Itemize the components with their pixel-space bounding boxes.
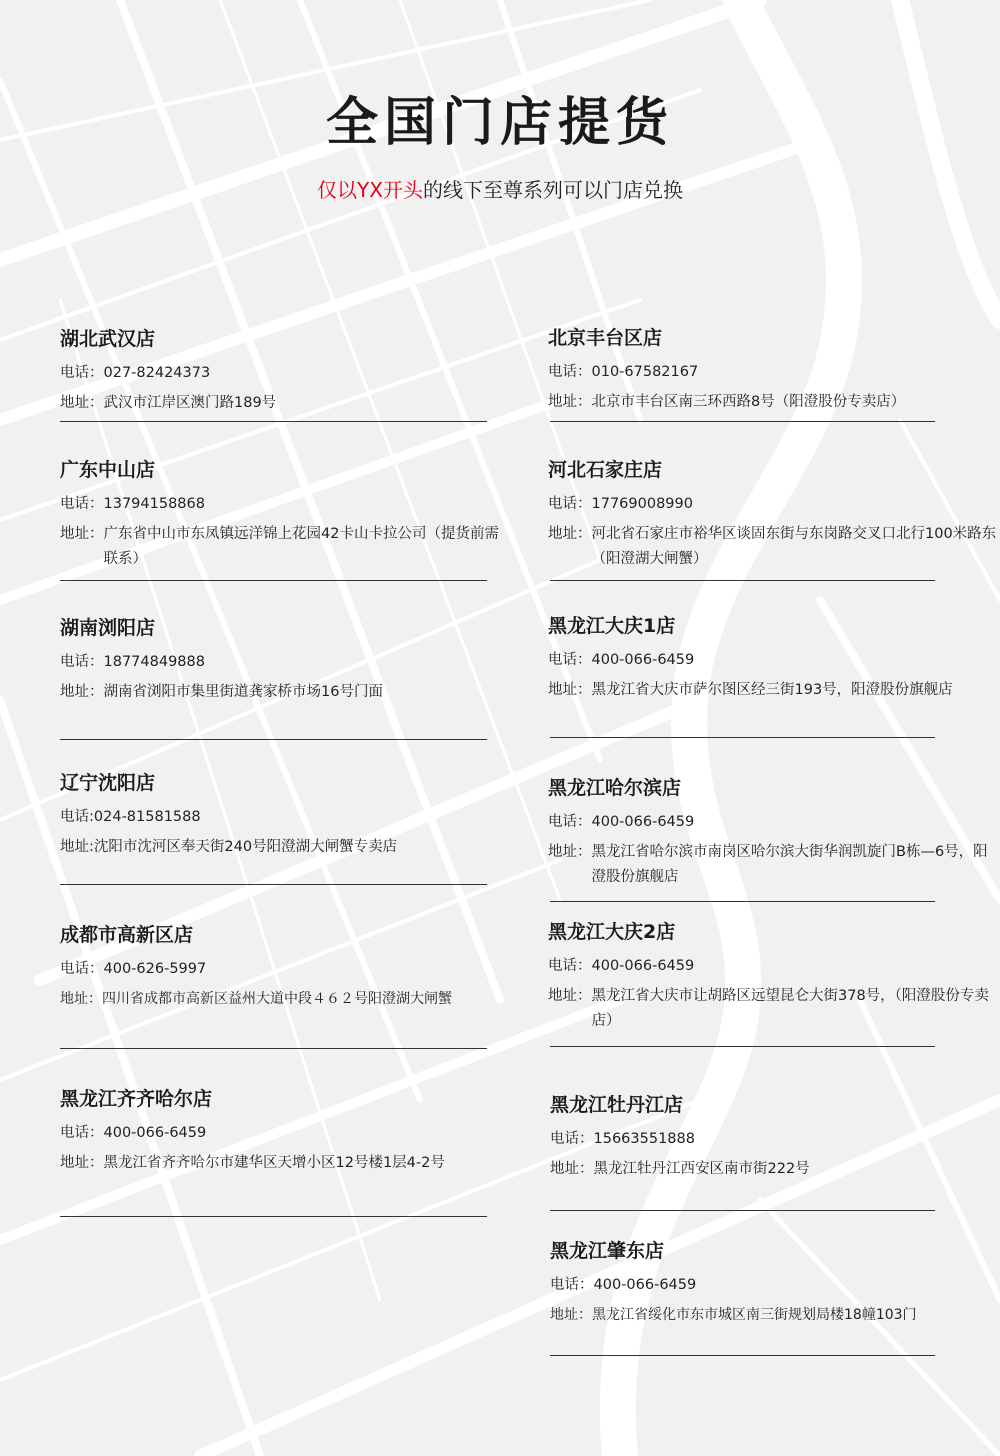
address-value: 北京市丰台区南三环西路8号（阳澄股份专卖店） <box>591 394 906 410</box>
store-name: 黑龙江哈尔滨店 <box>548 777 682 799</box>
store-card-harbin <box>548 775 998 890</box>
store-phone <box>60 361 510 386</box>
address-label: 地址： <box>60 991 102 1007</box>
phone-value: 17769008990 <box>591 496 693 512</box>
store-address <box>548 984 998 1034</box>
divider <box>550 901 935 902</box>
phone-value: 13794158868 <box>103 496 205 512</box>
address-label: 地址： <box>548 988 592 1004</box>
store-phone <box>548 810 998 835</box>
address-label: 地址: <box>60 839 94 855</box>
store-address <box>60 391 510 416</box>
store-phone <box>60 957 510 982</box>
address-value: 武汉市江岸区澳门路189号 <box>103 395 277 411</box>
store-card-shenyang <box>60 770 510 860</box>
store-address <box>550 1157 1000 1182</box>
store-phone <box>60 1121 510 1146</box>
store-address <box>60 1151 510 1176</box>
subtitle-text: 的线下至尊系列可以门店兑换 <box>422 178 683 202</box>
phone-value: 010-67582167 <box>591 364 699 380</box>
subtitle-highlight: 仅以YX开头 <box>317 178 423 202</box>
store-address <box>548 678 998 703</box>
store-card-liuyang <box>60 615 510 705</box>
store-card-qiqihar <box>60 1086 510 1176</box>
address-value: 黑龙江省哈尔滨市南岗区哈尔滨大街华润凯旋门B栋—6号，阳澄股份旗舰店 <box>591 844 988 885</box>
store-name: 河北石家庄店 <box>548 459 663 481</box>
phone-value: 400-066-6459 <box>593 1277 697 1293</box>
phone-label: 电话： <box>548 652 592 668</box>
address-value: 黑龙江省绥化市东市城区南三街规划局楼18幢103门 <box>592 1307 917 1323</box>
phone-label: 电话： <box>548 958 592 974</box>
phone-label: 电话： <box>548 496 592 512</box>
address-label: 地址： <box>548 844 592 860</box>
page-header <box>0 88 1000 204</box>
store-name: 成都市高新区店 <box>60 924 194 946</box>
divider <box>60 580 487 581</box>
store-card-zhongshan <box>60 457 510 572</box>
address-label: 地址： <box>550 1161 594 1177</box>
phone-label: 电话： <box>548 814 592 830</box>
store-address <box>60 835 510 860</box>
store-card-mudanjiang <box>550 1092 1000 1182</box>
page-subtitle <box>0 176 1000 204</box>
phone-label: 电话： <box>60 365 104 381</box>
store-name: 辽宁沈阳店 <box>60 772 156 794</box>
address-value: 河北省石家庄市裕华区谈固东街与东岗路交叉口北行100米路东（阳澄湖大闸蟹） <box>591 526 997 567</box>
phone-value: 024-81581588 <box>93 809 201 825</box>
phone-label: 电话： <box>550 1277 594 1293</box>
phone-label: 电话： <box>60 496 104 512</box>
store-card-beijing <box>548 325 998 415</box>
store-address <box>60 680 510 705</box>
divider <box>550 1046 935 1047</box>
store-name: 黑龙江齐齐哈尔店 <box>60 1088 213 1110</box>
store-name: 北京丰台区店 <box>548 327 663 349</box>
store-phone <box>60 650 510 675</box>
store-address <box>60 522 510 572</box>
address-value: 黑龙江省大庆市让胡路区远望昆仑大街378号，（阳澄股份专卖店） <box>591 988 989 1029</box>
address-label: 地址： <box>60 526 104 542</box>
phone-value: 400-066-6459 <box>591 814 695 830</box>
address-label: 地址： <box>60 395 104 411</box>
divider <box>550 1355 935 1356</box>
page-title: 全国门店提货 <box>325 93 674 153</box>
store-card-wuhan <box>60 326 510 416</box>
phone-value: 400-066-6459 <box>103 1125 207 1141</box>
store-phone <box>60 805 510 830</box>
phone-label: 电话: <box>60 809 94 825</box>
phone-value: 400-066-6459 <box>591 958 695 974</box>
phone-label: 电话： <box>548 364 592 380</box>
store-address <box>548 390 998 415</box>
store-card-zhaodong <box>550 1238 1000 1328</box>
address-value: 广东省中山市东凤镇远洋锦上花园42卡山卡拉公司（提货前需联系） <box>103 526 499 567</box>
store-name: 黑龙江大庆1店 <box>548 615 676 637</box>
divider <box>550 737 935 738</box>
address-value: 四川省成都市高新区益州大道中段４６２号阳澄湖大闸蟹 <box>102 991 452 1007</box>
divider <box>60 739 487 740</box>
address-label: 地址： <box>60 1155 104 1171</box>
address-value: 沈阳市沈河区奉天街240号阳澄湖大闸蟹专卖店 <box>93 839 398 855</box>
address-value: 黑龙江省大庆市萨尔图区经三街193号，阳澄股份旗舰店 <box>591 682 953 698</box>
store-name: 湖北武汉店 <box>60 328 156 350</box>
store-phone <box>548 954 998 979</box>
divider <box>550 421 935 422</box>
store-phone <box>550 1127 1000 1152</box>
store-phone <box>548 360 998 385</box>
store-card-daqing-1 <box>548 613 998 703</box>
divider <box>550 580 935 581</box>
address-value: 黑龙江牡丹江西安区南市街222号 <box>593 1161 810 1177</box>
address-label: 地址： <box>550 1307 592 1323</box>
store-phone <box>548 492 998 517</box>
address-label: 地址： <box>548 394 592 410</box>
store-name: 湖南浏阳店 <box>60 617 156 639</box>
store-name: 黑龙江牡丹江店 <box>550 1094 684 1116</box>
divider <box>60 884 487 885</box>
store-phone <box>550 1273 1000 1298</box>
address-value: 黑龙江省齐齐哈尔市建华区天增小区12号楼1层4-2号 <box>103 1155 445 1171</box>
phone-value: 15663551888 <box>593 1131 695 1147</box>
store-name: 黑龙江肇东店 <box>550 1240 665 1262</box>
phone-label: 电话： <box>60 654 104 670</box>
store-address <box>548 522 998 572</box>
store-phone <box>60 492 510 517</box>
store-phone <box>548 648 998 673</box>
phone-label: 电话： <box>60 961 104 977</box>
address-label: 地址： <box>548 682 592 698</box>
address-label: 地址： <box>548 526 592 542</box>
divider <box>60 1216 487 1217</box>
phone-value: 027-82424373 <box>103 365 211 381</box>
store-card-shijiazhuang <box>548 457 998 572</box>
store-card-chengdu <box>60 922 510 1012</box>
store-name: 黑龙江大庆2店 <box>548 921 676 943</box>
divider <box>60 1048 487 1049</box>
store-address <box>548 840 998 890</box>
phone-value: 18774849888 <box>103 654 205 670</box>
store-name: 广东中山店 <box>60 459 156 481</box>
store-address <box>550 1303 1000 1328</box>
phone-label: 电话： <box>550 1131 594 1147</box>
phone-value: 400-066-6459 <box>591 652 695 668</box>
store-card-daqing-2 <box>548 919 998 1034</box>
divider <box>60 421 487 422</box>
phone-label: 电话： <box>60 1125 104 1141</box>
phone-value: 400-626-5997 <box>103 961 207 977</box>
store-address <box>60 987 510 1012</box>
address-label: 地址： <box>60 684 104 700</box>
address-value: 湖南省浏阳市集里街道龚家桥市场16号门面 <box>103 684 383 700</box>
divider <box>550 1210 935 1211</box>
